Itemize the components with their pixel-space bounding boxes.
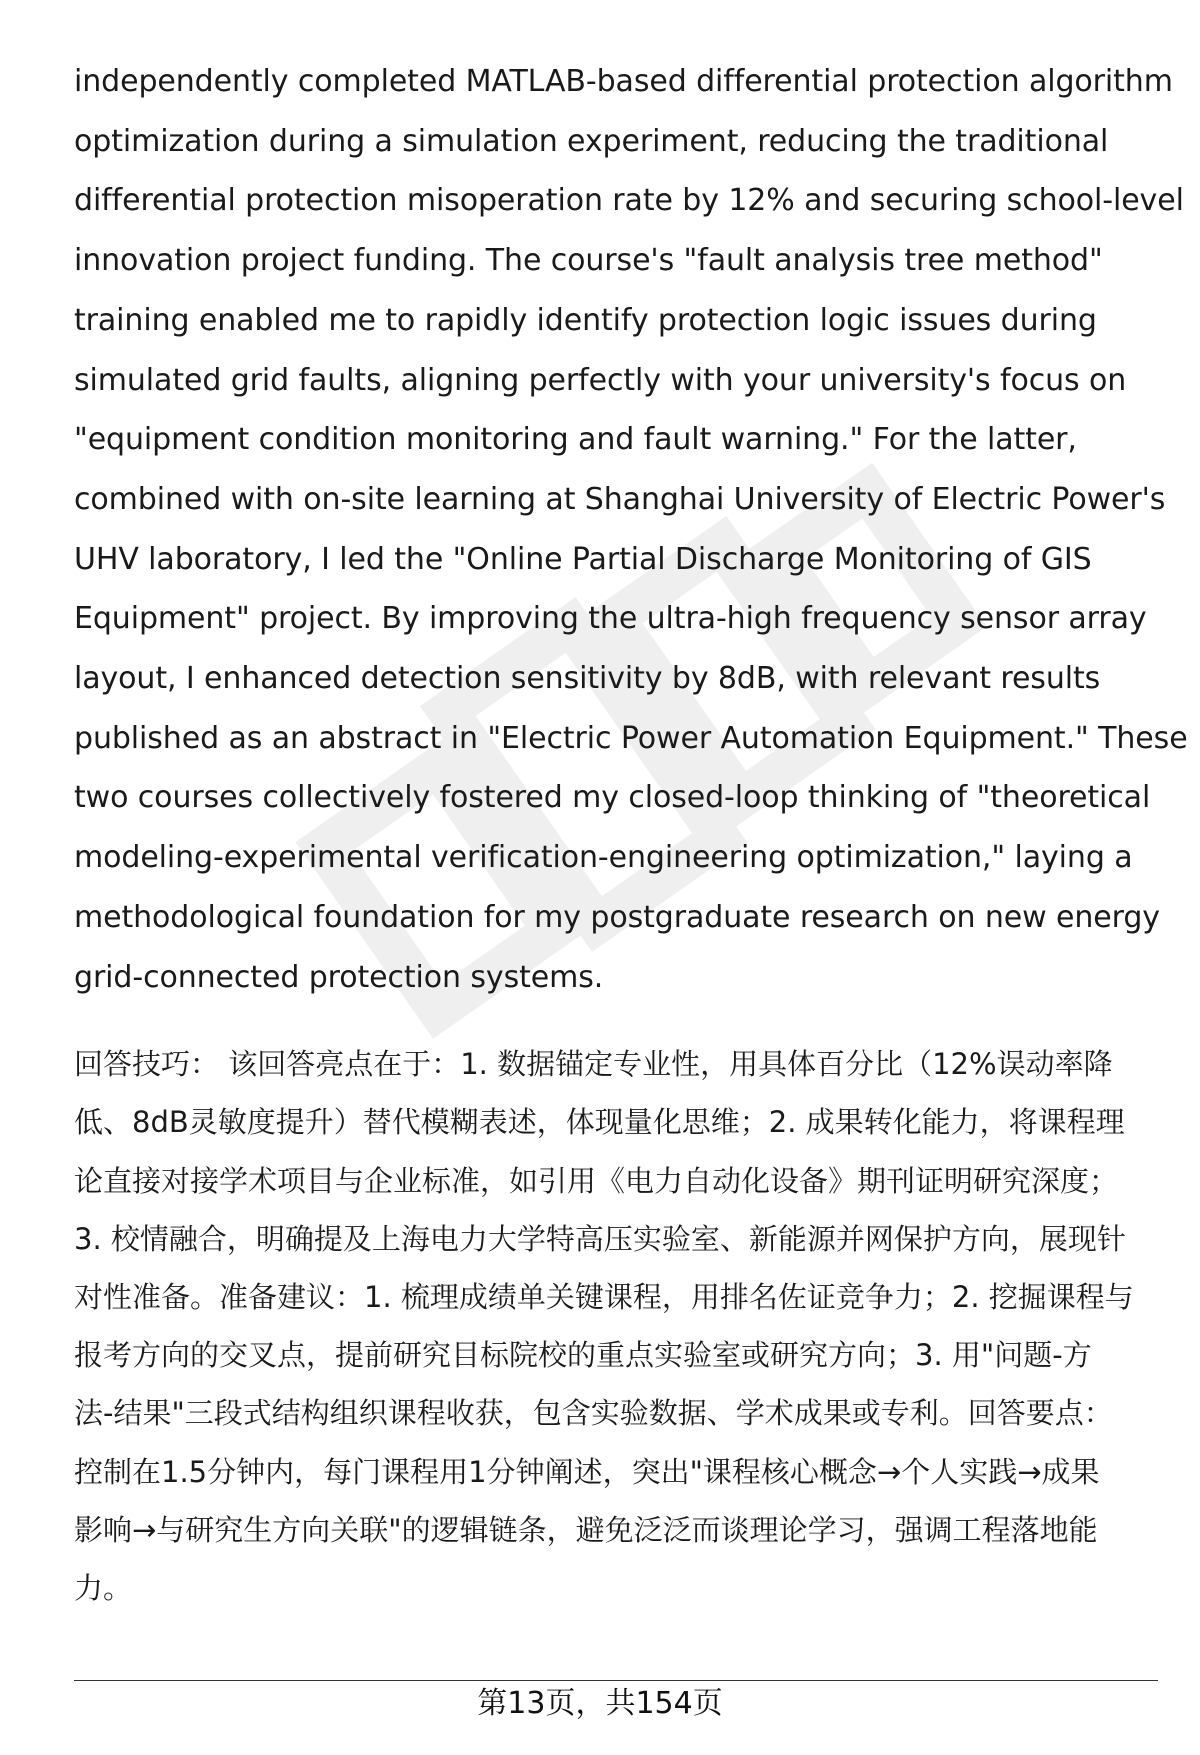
paragraph-line: innovation project funding. The course's "fault analysis tree method"	[74, 243, 1103, 279]
paragraph-line: training enabled me to rapidly identify protection logic issues during	[74, 302, 1097, 338]
tips-line: 低、8dB灵敏度提升）替代模糊表述，体现量化思维；2. 成果转化能力，将课程理	[74, 1105, 1125, 1140]
answer-paragraph	[74, 52, 1188, 1007]
paragraph-line: modeling-experimental verification-engineering optimization," laying a	[74, 840, 1133, 876]
paragraph-line: Equipment" project. By improving the ultra-high frequency sensor array	[74, 601, 1147, 637]
paragraph-line: layout, I enhanced detection sensitivity by 8dB, with relevant results	[74, 661, 1101, 697]
footer-divider	[74, 1680, 1158, 1681]
paragraph-line: simulated grid faults, aligning perfectly with your university's focus on	[74, 362, 1127, 398]
paragraph-line: methodological foundation for my postgraduate research on new energy	[74, 899, 1160, 935]
paragraph-line: optimization during a simulation experiment, reducing the traditional	[74, 123, 1109, 159]
paragraph-line: two courses collectively fostered my closed-loop thinking of "theoretical	[74, 780, 1151, 816]
tips-line: 对性准备。准备建议：1. 梳理成绩单关键课程，用排名佐证竞争力；2. 挖掘课程与	[74, 1280, 1134, 1315]
paragraph-line: combined with on-site learning at Shanghai University of Electric Power's	[74, 481, 1166, 517]
tips-line: 3. 校情融合，明确提及上海电力大学特高压实验室、新能源并网保护方向，展现针	[74, 1221, 1126, 1256]
tips-line: 报考方向的交叉点，提前研究目标院校的重点实验室或研究方向；3. 用"问题-方	[74, 1338, 1092, 1373]
paragraph-line: UHV laboratory, I led the "Online Partial Discharge Monitoring of GIS	[74, 541, 1092, 577]
tips-line: 回答技巧： 该回答亮点在于：1. 数据锚定专业性，用具体百分比（12%误动率降	[74, 1047, 1113, 1082]
tips-line: 法-结果"三段式结构组织课程收获，包含实验数据、学术成果或专利。回答要点：	[74, 1396, 1113, 1431]
paragraph-line: grid-connected protection systems.	[74, 959, 604, 995]
tips-line: 控制在1.5分钟内，每门课程用1分钟阐述，突出"课程核心概念→个人实践→成果	[74, 1454, 1100, 1489]
paragraph-line: differential protection misoperation rate by 12% and securing school-level	[74, 183, 1184, 219]
page-content	[74, 52, 1188, 1617]
paragraph-line: "equipment condition monitoring and fault warning." For the latter,	[74, 422, 1077, 458]
tips-line: 力。	[74, 1571, 133, 1606]
tips-line: 影响→与研究生方向关联"的逻辑链条，避免泛泛而谈理论学习，强调工程落地能	[74, 1512, 1098, 1547]
paragraph-line: published as an abstract in "Electric Power Automation Equipment." These	[74, 720, 1188, 756]
page-number: 第13页，共154页	[477, 1686, 723, 1721]
answer-tips-paragraph	[74, 1035, 1154, 1617]
paragraph-line: independently completed MATLAB-based differential protection algorithm	[74, 64, 1173, 99]
tips-line: 论直接对接学术项目与企业标准，如引用《电力自动化设备》期刊证明研究深度；	[74, 1163, 1119, 1198]
